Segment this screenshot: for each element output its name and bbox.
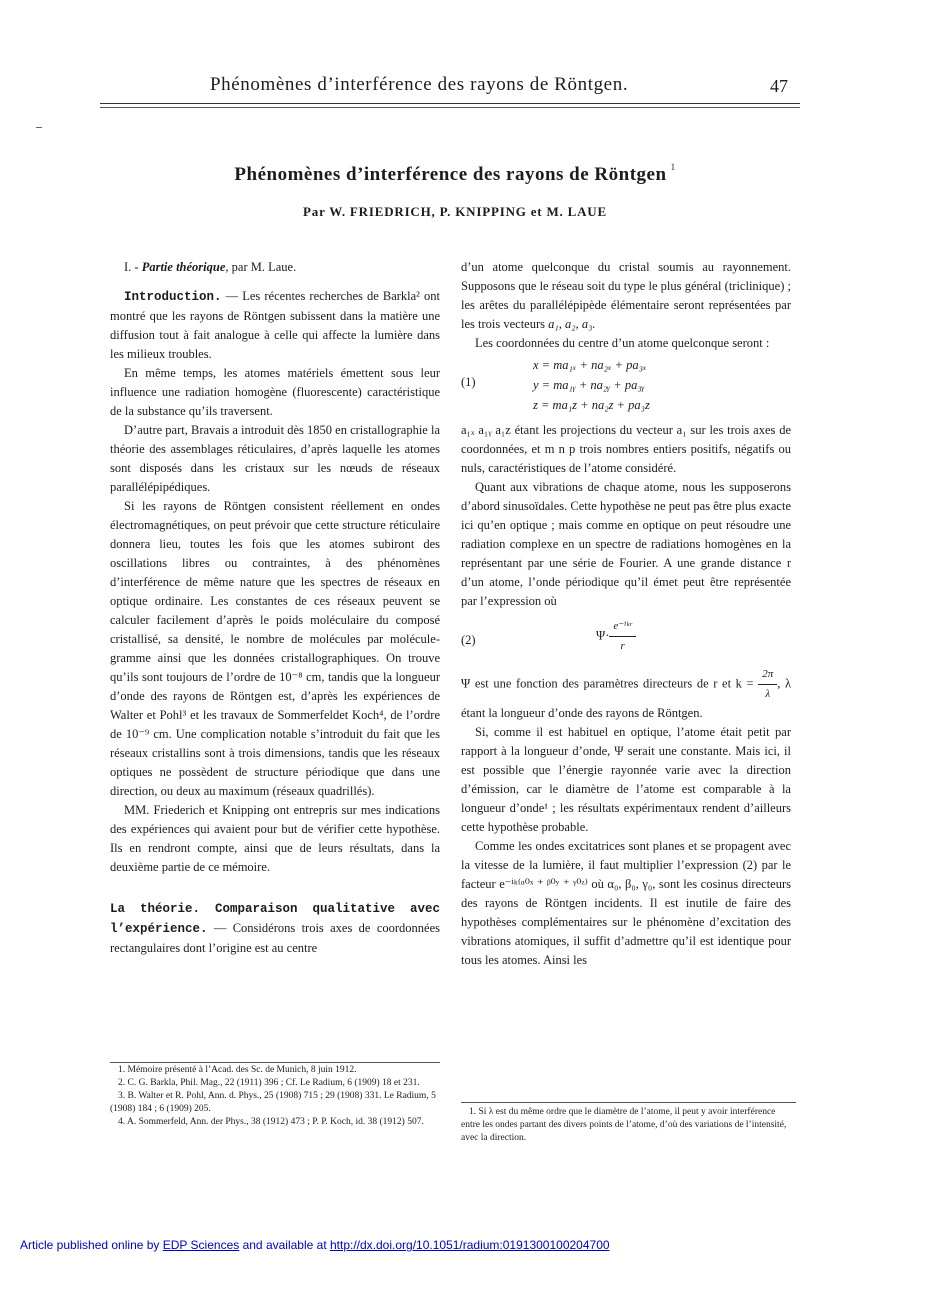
equation-line-x: x = ma₁ₓ + na₂ₓ + pa₃ₓ [533,358,647,372]
page-number: 47 [770,76,788,96]
equation-number: (1) [461,375,476,389]
footnote-rule-right [461,1102,796,1103]
running-head-title: Phénomènes d’interférence des rayons de Röntgen. [210,74,629,95]
spacer [110,877,440,899]
intro-heading: Introduction. [124,290,222,304]
left-footnotes [110,1064,440,1129]
article-title [110,162,800,186]
theory-heading: La théorie. Comparaison qualitative avec l’expérience. [110,902,440,936]
section-number: I. - [124,260,142,274]
equation-1 [461,355,791,417]
equation-fraction [609,617,635,656]
header-rule [100,103,800,104]
spacer [110,279,440,287]
paragraph: Comme les ondes excitatrices sont planes et se propagent avec la vitesse de la lumière, il faut multiplier l’expression (2) par le facteur e⁻ⁱᵏ⁽ᵅ⁰ˣ ⁺ ᵝ⁰ʸ ⁺ ᵞ⁰ᶻ⁾ où α₀, β₀, γ₀, sont les cosinus directeurs des rayons de Röntgen incidents. Il est inutile de faire des hypothèses complémentaires sur le phénomène d’excitation des vibrations atomiques, il suffit d’admettre qu’il est identique pour tous les atomes. Ainsi les [461,839,791,967]
fraction-numerator: 2π [758,665,777,685]
paragraph: D’autre part, Bravais a introduit dès 1850 en cristallographie la théorie des assemblages réticulaires, d’après laquelle les atomes sont disposés dans les cristaux sur les nœuds de réseaux parallélépipédiques. [110,423,440,494]
footnote: 1. Mémoire présenté à l’Acad. des Sc. de Munich, 8 juin 1912. [118,1065,357,1075]
footnote: 1. Si λ est du même ordre que le diamètre de l’atome, il peut y avoir interférence entre les ondes partant des divers points de l’atome, d’où des variations de l’intensité, avec la direction. [461,1107,787,1143]
paragraph: Si les rayons de Röntgen consistent réellement en ondes électromagnétiques, on peut prévoir que cette structure réticulaire donnera lieu, toutes les fois que les atomes subiront des oscillations libres ou contraintes, à des phénomènes d’interférence de même nature que les spectres de réseaux en optique ordinaire. Les constantes de ces réseaux peuvent se calculer facilement d’après le poids moléculaire du composé cristallisé, sa densité, le nombre de molécules par molécule-gramme ainsi que les données cristallographiques. On trouve qu’ils sont toujours de l’ordre de 10⁻⁸ cm, tandis que la longueur d’onde des rayons de Röntgen est, d’après les expériences de Walter et Pohl³ et les travaux de Sommerfeldet Koch⁴, de l’ordre de 10⁻⁹ cm. Une complication notable s’introduit du fait que les réseaux cristallins sont à trois dimensions, tandis que les réseaux optiques ne possèdent de structure périodique que dans une direction, ou deux au maximum (réseaux quadrillés). [110,499,440,798]
equation-number: (2) [461,633,476,647]
paragraph [461,258,791,334]
equation-2 [461,617,791,661]
paragraph: Quant aux vibrations de chaque atome, nous les supposerons d’abord sinusoïdales. Cette hypothèse ne peut pas être plus exacte ici qu’en optique ; mais comme en optique on peut résoudre une radiation complexe en un spectre de radiations homogènes en la représentant par une série de Fourier. A une grande distance r d’un atome, l’onde périodique qu’il émet peut être représentée par l’expression où [461,480,791,608]
section-title: Partie théorique [141,260,226,274]
equation-line-y: y = ma₁ᵧ + na₂ᵧ + pa₃ᵧ [533,378,645,392]
fraction-denominator: r [620,640,625,652]
footnote: 4. A. Sommerfeld, Ann. der Phys., 38 (1912) 473 ; P. P. Koch, id. 38 (1912) 507. [118,1117,424,1127]
footnote: 3. B. Walter et R. Pohl, Ann. d. Phys., 25 (1908) 715 ; 29 (1908) 331. Le Radium, 5 (1908) 184 ; 6 (1909) 205. [110,1091,436,1114]
section-heading [110,258,440,277]
fraction-denominator: λ [765,688,771,700]
paragraph: Si, comme il est habituel en optique, l’atome était petit par rapport à la longueur d’onde, Ψ serait une constante. Mais ici, il est possible que l’énergie rayonnée varie avec la direction d’émission, car le diamètre de l’atome est comparable à la longueur d’onde¹ ; les résultats expérimentaux rendent d’ailleurs cette hypothèse probable. [461,725,791,834]
right-footnotes [461,1106,796,1145]
paragraph-text: , λ étant la longueur d’onde des rayons de Röntgen. [461,676,791,720]
paragraph-text: Ψ est une fonction des paramètres directeurs de r et k = [461,676,759,691]
running-head [110,70,800,110]
paragraph: En même temps, les atomes matériels émettent sous leur influence une radiation homogène (fluorescente) caractéristique de la substance qu’ils traversent. [110,366,440,418]
footnote-rule-left [110,1062,440,1063]
margin-mark [36,127,42,128]
equation-line-z: z = ma₁z + na₂z + pa₃z [533,398,650,412]
inline-fraction [758,665,777,704]
paragraph-text: d’un atome quelconque du cristal soumis au rayonnement. Supposons que le réseau soit du type le plus général (triclinique) ; les arêtes du parallélépipède élémentaire seront représentées par les trois vecteurs [461,260,791,331]
article-title-text: Phénomènes d’interférence des rayons de Röntgen [234,164,667,185]
right-column [461,258,791,970]
paragraph-theory [110,899,440,958]
equation-expression [596,617,636,656]
publication-notice [20,1238,910,1252]
left-column [110,258,440,958]
intro-text: — Les récentes recherches de Barkla² ont montré que les rayons de Röntgen subissent dans la matière une diffusion tout à fait analogue à celle qui affecte la lumière dans les milieux troubles. [110,289,440,361]
paragraph-intro [110,287,440,364]
paragraph [461,665,791,723]
title-footnote-marker: 1 [670,162,676,172]
publisher-link[interactable]: EDP Sciences [162,1238,240,1252]
paragraph: a₁ₓ a₁ᵧ a₁z étant les projections du vecteur a₁ sur les trois axes de coordonnées, et m n p trois nombres entiers positifs, négatifs ou nuls, caractéristiques de l’atome considéré. [461,423,791,475]
doi-link[interactable]: http://dx.doi.org/10.1051/radium:0191300100204700 [329,1238,610,1252]
psi-symbol: Ψ· [596,628,610,643]
paragraph: Les coordonnées du centre d’un atome quelconque seront : [475,336,770,350]
paragraph: MM. Friederich et Knipping ont entrepris sur mes indications des expériences qui avaient pour but de vérifier cette hypothèse. Ils en rendront compte, ainsi que de leurs résultats, dans la deuxième partie de ce mémoire. [110,803,440,874]
article-authors: Par W. FRIEDRICH, P. KNIPPING et M. LAUE [303,204,607,219]
section-author: , par M. Laue. [225,260,297,274]
notice-prefix: Article published online by [20,1238,163,1252]
header-rule-secondary [100,107,800,108]
vector-list: a₁, a₂, a₃. [548,317,596,331]
equation-lines [533,355,650,415]
fraction-numerator: e⁻ⁱᵏʳ [609,617,635,637]
footnote: 2. C. G. Barkla, Phil. Mag., 22 (1911) 396 ; Cf. Le Radium, 6 (1909) 18 et 231. [118,1078,420,1088]
theory-text: — Considérons trois axes de coordonnées rectangulaires dont l’origine est au centre [110,921,440,955]
notice-middle: and available at [239,1238,330,1252]
